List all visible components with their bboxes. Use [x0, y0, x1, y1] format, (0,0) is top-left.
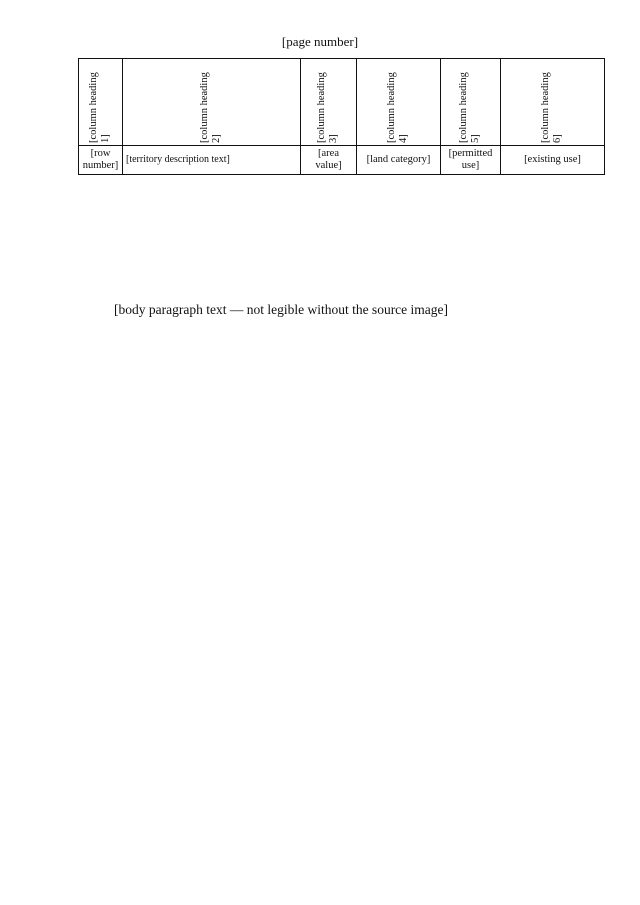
header-cell-4: [column heading 4] — [357, 59, 441, 146]
header-cell-5: [column heading 5] — [441, 59, 501, 146]
area-cell: [area value] — [301, 146, 357, 175]
header-cell-3: [column heading 3] — [301, 59, 357, 146]
row-number-cell: [row number] — [79, 146, 123, 175]
existing-use-cell: [existing use] — [501, 146, 605, 175]
header-cell-2: [column heading 2] — [123, 59, 301, 146]
table-header-row — [79, 59, 605, 146]
body-paragraph: [body paragraph text — not legible without the source image] — [114, 302, 449, 317]
page-number: [page number] — [281, 34, 359, 49]
permitted-use-cell: [permitted use] — [441, 146, 501, 175]
land-category-cell: [land category] — [357, 146, 441, 175]
header-cell-1: [column heading 1] — [79, 59, 123, 146]
body-text — [78, 300, 604, 319]
territory-description-cell: [territory description text] — [123, 146, 301, 175]
table-row — [79, 146, 605, 175]
header-cell-6: [column heading 6] — [501, 59, 605, 146]
land-plot-table — [78, 58, 605, 175]
